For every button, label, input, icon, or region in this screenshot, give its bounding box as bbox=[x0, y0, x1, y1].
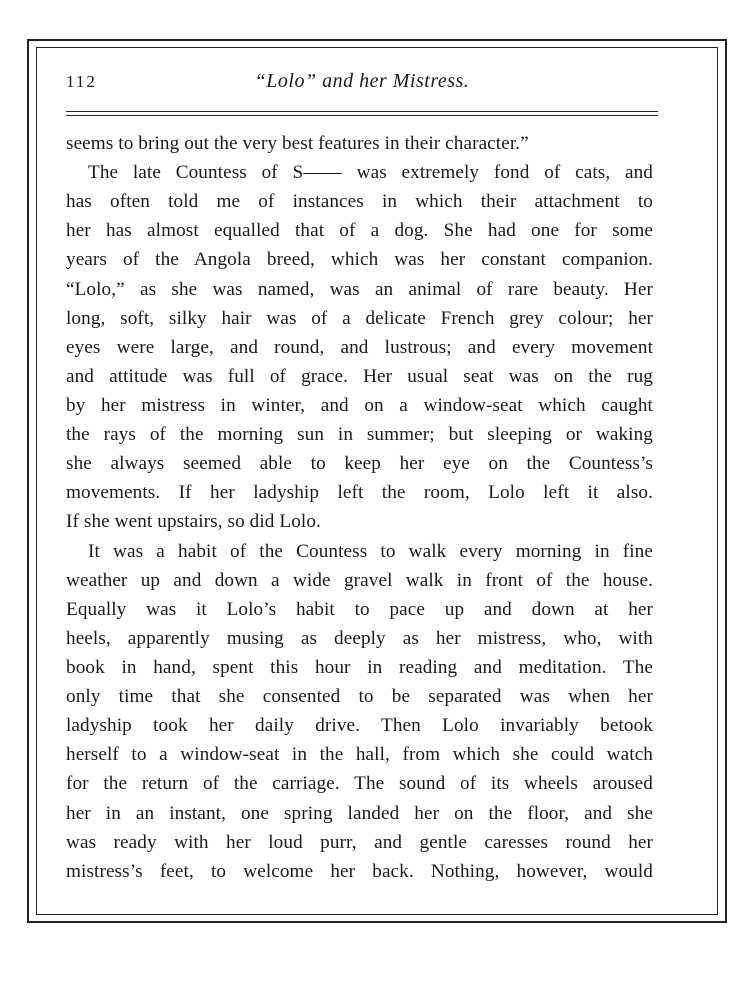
running-title: “Lolo” and her Mistress. bbox=[254, 70, 470, 92]
body-text bbox=[66, 129, 653, 886]
header-rule-lower bbox=[66, 115, 658, 116]
text-line: weather up and down a wide gravel walk in front of the house. bbox=[66, 569, 653, 591]
text-line: It was a habit of the Countess to walk every morning in fine bbox=[88, 540, 653, 562]
header-rule-upper bbox=[66, 111, 658, 112]
page-number: 112 bbox=[66, 72, 97, 91]
text-line: book in hand, spent this hour in reading and meditation. The bbox=[66, 656, 653, 678]
text-line: she always seemed able to keep her eye on the Countess’s bbox=[66, 453, 653, 475]
text-line: mistress’s feet, to welcome her back. Nothing, however, would bbox=[66, 860, 653, 882]
text-line: heels, apparently musing as deeply as her mistress, who, with bbox=[66, 627, 653, 649]
text-line: If she went upstairs, so did Lolo. bbox=[66, 511, 321, 533]
text-line: by her mistress in winter, and on a window-seat which caught bbox=[66, 394, 653, 416]
page-header bbox=[66, 66, 658, 102]
text-line: herself to a window-seat in the hall, from which she could watch bbox=[66, 744, 653, 766]
text-line: only time that she consented to be separated was when her bbox=[66, 686, 653, 708]
text-line: eyes were large, and round, and lustrous; and every movement bbox=[66, 336, 653, 358]
text-line: seems to bring out the very best features in their character.” bbox=[66, 133, 529, 154]
text-line: “Lolo,” as she was named, was an animal of rare beauty. Her bbox=[66, 278, 653, 300]
text-line: has often told me of instances in which their attachment to bbox=[66, 191, 653, 213]
text-line: the rays of the morning sun in summer; but sleeping or waking bbox=[66, 424, 653, 446]
text-line: years of the Angola breed, which was her constant companion. bbox=[66, 249, 653, 271]
text-line: long, soft, silky hair was of a delicate French grey colour; her bbox=[66, 307, 653, 329]
text-line: ladyship took her daily drive. Then Lolo invariably betook bbox=[66, 715, 653, 737]
text-line: movements. If her ladyship left the room, Lolo left it also. bbox=[66, 482, 653, 504]
text-line: was ready with her loud purr, and gentle caresses round her bbox=[66, 831, 653, 853]
text-line: her has almost equalled that of a dog. She had one for some bbox=[66, 220, 653, 242]
text-line: and attitude was full of grace. Her usual seat was on the rug bbox=[66, 365, 653, 387]
text-line: The late Countess of S—— was extremely fond of cats, and bbox=[88, 162, 653, 184]
text-line: for the return of the carriage. The sound of its wheels aroused bbox=[66, 773, 653, 795]
text-line: Equally was it Lolo’s habit to pace up and down at her bbox=[66, 598, 653, 620]
text-line: her in an instant, one spring landed her on the floor, and she bbox=[66, 802, 653, 824]
